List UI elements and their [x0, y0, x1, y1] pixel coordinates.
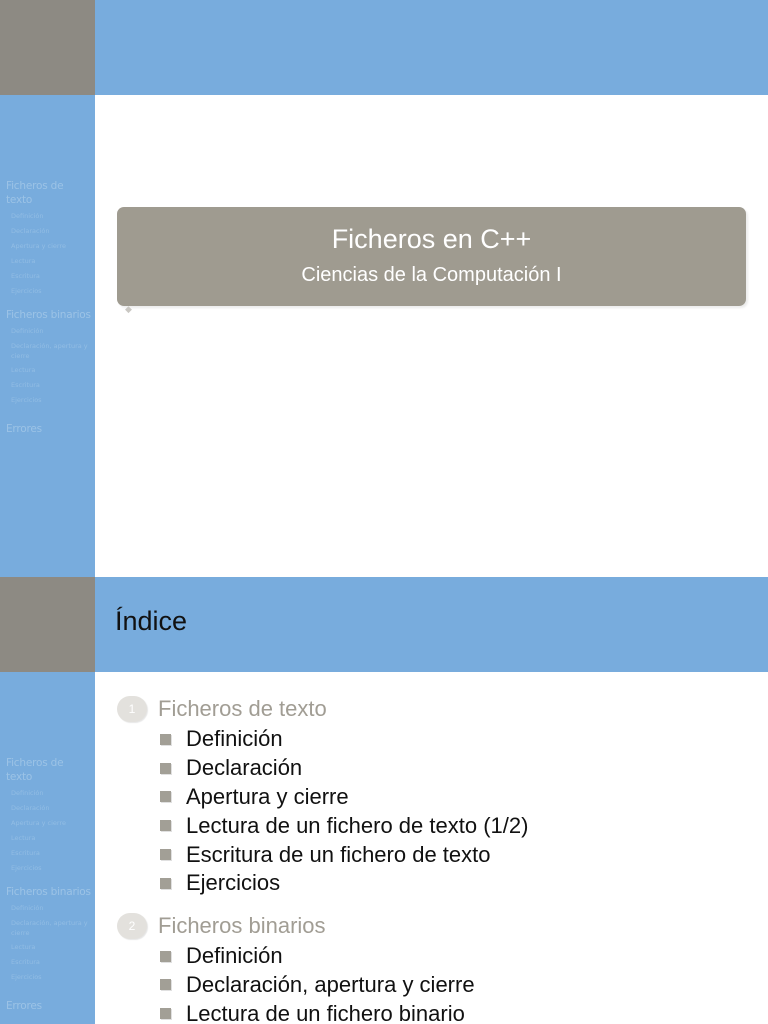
- sidebar-item-definicion[interactable]: Definición: [11, 789, 44, 797]
- sidebar-item-lectura[interactable]: Lectura: [11, 834, 36, 842]
- square-bullet-icon: [160, 1008, 171, 1019]
- toc-item[interactable]: [117, 840, 757, 869]
- presentation-title: Ficheros en C++: [331, 224, 532, 254]
- toc-item-label: Lectura de un fichero de texto (1/2): [186, 812, 529, 838]
- toc-item-label: Escritura de un fichero de texto: [186, 841, 491, 867]
- corner-block: [0, 0, 95, 95]
- sidebar-item-declaracion[interactable]: Declaración: [11, 227, 50, 235]
- sidebar-nav: [6, 179, 92, 436]
- toc-item-label: Declaración: [186, 755, 303, 781]
- toc-item[interactable]: [117, 971, 757, 1000]
- sidebar-item-escritura[interactable]: Escritura: [11, 849, 40, 857]
- sidebar-section-ficheros-texto[interactable]: Ficheros de texto: [6, 180, 64, 206]
- sidebar-item-apertura[interactable]: Apertura y cierre: [11, 819, 67, 827]
- sidebar: [0, 95, 95, 577]
- square-bullet-icon: [160, 849, 171, 860]
- sidebar-section-ficheros-binarios[interactable]: Ficheros binarios: [6, 309, 91, 321]
- toc-item-label: Ejercicios: [186, 870, 281, 896]
- toc-item[interactable]: [117, 999, 757, 1024]
- sidebar-item-ejercicios-bin[interactable]: Ejercicios: [11, 396, 42, 404]
- toc-item-label: Lectura de un fichero binario: [186, 1000, 465, 1024]
- corner-block: [0, 577, 95, 672]
- sidebar-item-ejercicios[interactable]: Ejercicios: [11, 864, 42, 872]
- toc-item-label: Definición: [186, 726, 283, 752]
- header-bar: [95, 577, 768, 672]
- presentation-subtitle: Ciencias de la Computación I: [301, 264, 562, 286]
- sidebar-item-escritura[interactable]: Escritura: [11, 272, 40, 280]
- toc-section-label: Ficheros de texto: [158, 696, 327, 721]
- sidebar: [0, 672, 95, 1024]
- sidebar-item-declaracion-bin[interactable]: Declaración, apertura y cierre: [11, 342, 88, 360]
- title-box: [117, 207, 746, 306]
- toc-item[interactable]: [117, 783, 757, 812]
- toc-item-label: Declaración, apertura y cierre: [186, 971, 475, 997]
- square-bullet-icon: [160, 820, 171, 831]
- toc-item[interactable]: [117, 942, 757, 971]
- square-bullet-icon: [160, 951, 171, 962]
- frame-title: Índice: [115, 606, 188, 636]
- square-bullet-icon: [160, 878, 171, 889]
- sidebar-nav: [6, 756, 92, 1013]
- square-bullet-icon: [160, 734, 171, 745]
- header-bar: [95, 0, 768, 95]
- section-number-badge: 1: [117, 696, 147, 722]
- sidebar-section-errores[interactable]: Errores: [6, 423, 42, 435]
- toc-section[interactable]: [117, 910, 757, 942]
- sidebar-item-lectura-bin[interactable]: Lectura: [11, 366, 36, 374]
- sidebar-item-lectura-bin[interactable]: Lectura: [11, 943, 36, 951]
- toc-section-label: Ficheros binarios: [158, 912, 326, 938]
- sidebar-item-definicion-bin[interactable]: Definición: [11, 904, 44, 912]
- square-bullet-icon: [160, 791, 171, 802]
- sidebar-item-definicion-bin[interactable]: Definición: [11, 327, 44, 335]
- sidebar-item-declaracion-bin[interactable]: Declaración, apertura y cierre: [11, 919, 88, 937]
- toc-item[interactable]: [117, 754, 757, 783]
- sidebar-item-ejercicios[interactable]: Ejercicios: [11, 287, 42, 295]
- sidebar-item-declaracion[interactable]: Declaración: [11, 804, 50, 812]
- sidebar-section-ficheros-texto[interactable]: Ficheros de texto: [6, 757, 64, 783]
- toc-section[interactable]: [117, 693, 757, 725]
- index-slide: [0, 577, 768, 1024]
- sidebar-section-errores[interactable]: Errores: [6, 1000, 42, 1012]
- sidebar-item-definicion[interactable]: Definición: [11, 212, 44, 220]
- toc-item-label: Apertura y cierre: [186, 783, 349, 809]
- sidebar-item-escritura-bin[interactable]: Escritura: [11, 381, 40, 389]
- sidebar-item-apertura[interactable]: Apertura y cierre: [11, 242, 67, 250]
- toc-item[interactable]: [117, 811, 757, 840]
- section-number-badge: 2: [117, 913, 147, 939]
- square-bullet-icon: [160, 979, 171, 990]
- toc-item[interactable]: [117, 869, 757, 898]
- sidebar-item-escritura-bin[interactable]: Escritura: [11, 958, 40, 966]
- square-bullet-icon: [160, 763, 171, 774]
- toc-item-label: Definición: [186, 943, 283, 969]
- sidebar-item-lectura[interactable]: Lectura: [11, 257, 36, 265]
- logo-mark-icon: ◆: [125, 305, 132, 315]
- toc-item[interactable]: [117, 725, 757, 754]
- table-of-contents: [117, 693, 757, 1024]
- sidebar-section-ficheros-binarios[interactable]: Ficheros binarios: [6, 886, 91, 898]
- sidebar-item-ejercicios-bin[interactable]: Ejercicios: [11, 973, 42, 981]
